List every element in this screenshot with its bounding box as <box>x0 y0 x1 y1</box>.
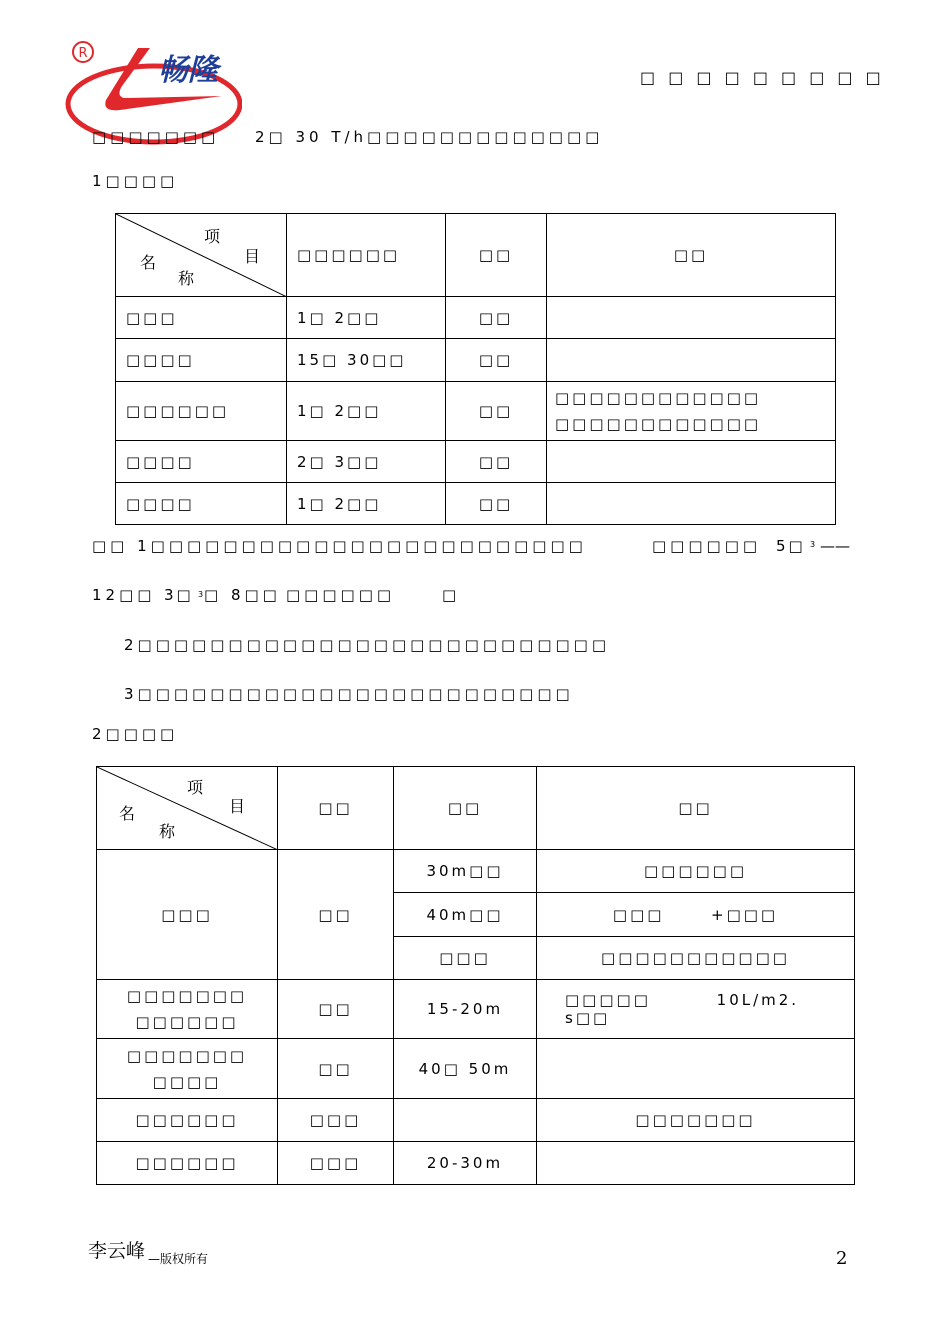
table-cell-value: 1□ 2□□ <box>287 382 446 441</box>
table-cell-value: 1□ 2□□ <box>287 297 446 339</box>
table-cell-name: □□□□□□ <box>97 1142 278 1185</box>
table-cell-name: □□□□ <box>116 483 287 525</box>
table-cell-spec: 30m□□ <box>394 850 537 893</box>
table-cell-name: □□□ <box>97 850 278 980</box>
header-right-text: □ □ □ □ □ □ □ □ □ <box>640 68 885 87</box>
table-2-header-cell: □□ <box>394 767 537 850</box>
table-cell-unit: □□ <box>278 850 394 980</box>
table-cell-note <box>547 441 836 483</box>
corner-label-top: 项 <box>187 778 207 797</box>
table-cell-name: □□□□□□ <box>116 382 287 441</box>
note-1-dash: —— <box>820 537 850 555</box>
corner-label-right: 目 <box>229 797 249 816</box>
note-1-mid: □□□□□□ <box>652 537 762 555</box>
name-line: □□□□ <box>152 1072 222 1091</box>
table-1-header-cell: □□ <box>446 214 547 297</box>
corner-label-left: 名 <box>140 253 160 272</box>
table-cell-note <box>547 483 836 525</box>
table-1-header-cell: □□ <box>547 214 836 297</box>
table-cell-spec: 40□ 50m <box>394 1039 537 1099</box>
note-1-line2-e: □ <box>442 586 457 604</box>
table-1-header-row <box>116 214 836 297</box>
table-cell-value: 15□ 30□□ <box>287 339 446 382</box>
corner-label-bottom: 称 <box>159 822 179 841</box>
table-cell-unit: □□□ <box>278 1099 394 1142</box>
note-part: 10L/m2. s□□ <box>565 991 800 1027</box>
note-line: □□□□□□□□□□□□ <box>555 415 762 433</box>
table-cell-unit: □□ <box>446 382 547 441</box>
name-line: □□□□□□ <box>135 1013 239 1031</box>
table-cell-spec: 20-30m <box>394 1142 537 1185</box>
table-cell-unit: □□ <box>278 1039 394 1099</box>
note-1-line2-sup: 3 <box>198 590 204 599</box>
note-1-line2-a: 12□□ <box>92 586 156 604</box>
table-row <box>97 1039 855 1099</box>
table-2-corner-cell <box>97 767 278 850</box>
note-part: □□□□□ <box>565 991 651 1009</box>
table-cell-name: □□□□ <box>116 441 287 483</box>
name-line: □□□□□□□ <box>126 1046 248 1065</box>
table-cell-spec: 40m□□ <box>394 893 537 937</box>
table-cell-note: □□□ +□□□ <box>537 893 855 937</box>
document-title-left: □□□□□□□ <box>92 128 220 146</box>
logo-text: 畅隆 <box>158 53 218 88</box>
table-cell-name: □□□ <box>116 297 287 339</box>
table-cell-unit: □□ <box>278 980 394 1039</box>
table-row <box>116 441 836 483</box>
footer-copyright: —版权所有 <box>148 1252 209 1266</box>
table-cell-name <box>97 980 278 1039</box>
table-cell-unit: □□ <box>446 441 547 483</box>
table-cell-value: 1□ 2□□ <box>287 483 446 525</box>
table-cell-note <box>537 980 855 1039</box>
table-cell-spec <box>394 1099 537 1142</box>
table-cell-note <box>547 382 836 441</box>
table-cell-unit: □□ <box>446 339 547 382</box>
document-title-right: 2□ 30 T/h□□□□□□□□□□□□□ <box>255 128 604 146</box>
table-cell-note <box>537 1142 855 1185</box>
table-cell-name <box>97 1039 278 1099</box>
table-cell-spec: □□□ <box>394 937 537 980</box>
table-2-header-cell: □□ <box>278 767 394 850</box>
table-cell-note <box>547 339 836 382</box>
table-2 <box>96 766 855 1185</box>
registered-mark: R <box>78 46 88 61</box>
table-1-header-cell: □□□□□□ <box>287 214 446 297</box>
table-2-header-row <box>97 767 855 850</box>
table-row <box>97 850 855 893</box>
note-line: □□□□□□□□□□□□ <box>555 389 762 407</box>
table-cell-spec: 15-20m <box>394 980 537 1039</box>
corner-label-left: 名 <box>119 804 139 823</box>
note-1-line2-d: □□□□□□ <box>286 586 396 604</box>
table-cell-note: □□□□□□□□□□□ <box>537 937 855 980</box>
note-3: 3□□□□□□□□□□□□□□□□□□□□□□□□ <box>124 685 574 703</box>
table-cell-name: □□□□□□ <box>97 1099 278 1142</box>
table-cell-note <box>537 1039 855 1099</box>
note-1-sup: 3 <box>810 540 816 549</box>
note-1-prefix: □□ 1□□□□□□□□□□□□□□□□□□□□□□□□ <box>92 537 587 555</box>
note-1-line2-b: 3□ <box>164 586 194 604</box>
table-row <box>116 483 836 525</box>
section-2-heading: 2□□□□ <box>92 725 179 743</box>
table-cell-note: □□□□□□□ <box>537 1099 855 1142</box>
table-cell-unit: □□ <box>446 483 547 525</box>
section-1-heading: 1□□□□ <box>92 172 179 190</box>
table-cell-note: □□□□□□ <box>537 850 855 893</box>
corner-label-bottom: 称 <box>178 269 198 288</box>
name-line: □□□□□□□ <box>126 987 248 1005</box>
table-cell-name: □□□□ <box>116 339 287 382</box>
corner-label-top: 项 <box>204 227 224 246</box>
table-row <box>116 382 836 441</box>
table-row <box>116 339 836 382</box>
corner-label-right: 目 <box>244 247 264 266</box>
table-cell-unit: □□□ <box>278 1142 394 1185</box>
table-1 <box>115 213 836 525</box>
table-row <box>97 1142 855 1185</box>
table-row <box>116 297 836 339</box>
footer-author: 李云峰 <box>88 1240 146 1262</box>
table-2-header-cell: □□ <box>537 767 855 850</box>
page-number: 2 <box>836 1248 848 1269</box>
note-1-num: 5□ <box>776 537 806 555</box>
table-1-corner-cell <box>116 214 287 297</box>
table-cell-unit: □□ <box>446 297 547 339</box>
table-row <box>97 980 855 1039</box>
table-row <box>97 1099 855 1142</box>
table-cell-note <box>547 297 836 339</box>
note-1-line2-c: □ 8□□ <box>204 586 281 604</box>
note-2: 2□□□□□□□□□□□□□□□□□□□□□□□□□□ <box>124 636 611 654</box>
table-cell-value: 2□ 3□□ <box>287 441 446 483</box>
